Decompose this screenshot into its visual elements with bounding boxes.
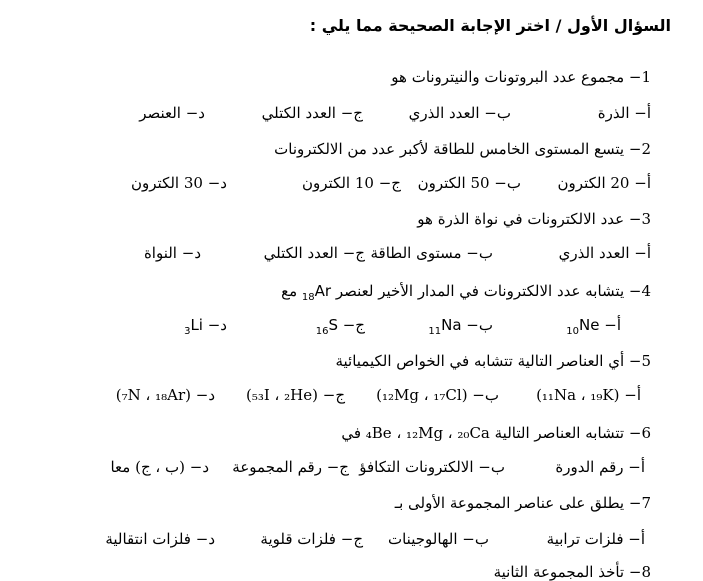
question-1-options (0, 104, 703, 128)
question-2-options (0, 174, 703, 198)
question-4 (281, 282, 651, 303)
option-c (316, 316, 365, 337)
option-prefix: ب− (461, 316, 493, 334)
question-7-options (0, 530, 703, 554)
atomic-number: 18 (301, 292, 315, 303)
option-d: د− (ب ، ج) معا (110, 458, 209, 476)
element-symbol (428, 316, 462, 337)
element-label: Ne (579, 316, 600, 334)
element-label: Ar (314, 282, 332, 300)
option-b: ب− 50 الكترون (417, 174, 521, 192)
question-6: 6− تتشابه العناصر التالية ₄Be ، ₁₂Mg ، ₂₀Ca في (341, 424, 651, 442)
question-4-tail: مع (281, 282, 302, 300)
option-d (184, 316, 227, 337)
element-label: Na (441, 316, 462, 334)
option-c: ج− العدد الكتلي (263, 244, 365, 262)
question-8-partial: 8− تأخذ المجموعة الثانية (493, 563, 651, 581)
question-7: 7− يطلق على عناصر المجموعة الأولى بـ (394, 494, 651, 512)
question-6-options (0, 458, 703, 482)
element-label: Li (190, 316, 203, 334)
option-b: ب− مستوى الطاقة (370, 244, 493, 262)
option-c: ج− رقم المجموعة (232, 458, 349, 476)
option-a: أ− العدد الذري (558, 244, 651, 262)
question-1: 1− مجموع عدد البروتونات والنيترونات هو (391, 68, 651, 86)
element-symbol (566, 316, 600, 337)
option-prefix: د− (202, 316, 227, 334)
question-3-options (0, 244, 703, 268)
option-prefix: أ− (599, 316, 621, 334)
option-b: ب− العدد الذري (408, 104, 511, 122)
question-2: 2− يتسع المستوى الخامس للطاقة لأكبر عدد من الالكترونات (274, 140, 651, 158)
element-label: S (328, 316, 338, 334)
option-b (428, 316, 493, 337)
option-d: د− فلزات انتقالية (105, 530, 215, 548)
option-d: د− النواة (143, 244, 201, 262)
option-c: ج− (₅₃I ، ₂He) (245, 386, 345, 404)
option-c: ج− 10 الكترون (302, 174, 401, 192)
option-d: د− 30 الكترون (131, 174, 227, 192)
section-title: السؤال الأول / اختر الإجابة الصحيحة مما يلي : (309, 16, 671, 35)
question-3: 3− عدد الالكترونات في نواة الذرة هو (417, 210, 651, 228)
option-b: ب− (₁₂Mg ، ₁₇Cl) (376, 386, 499, 404)
option-a: أ− فلزات ترابية (546, 530, 645, 548)
element-symbol (184, 316, 203, 337)
option-a: أ− رقم الدورة (555, 458, 645, 476)
option-a: أ− 20 الكترون (557, 174, 651, 192)
option-b: ب− الالكترونات التكافؤ (359, 458, 505, 476)
option-c: ج− العدد الكتلي (261, 104, 363, 122)
option-prefix: ج− (337, 316, 365, 334)
question-4-text: 4− يتشابه عدد الالكترونات في المدار الأخير لعنصر (331, 282, 651, 300)
option-a: أ− (₁₁Na ، ₁₉K) (536, 386, 641, 404)
element-symbol (315, 316, 338, 337)
option-d: د− (₇N ، ₁₈Ar) (115, 386, 215, 404)
option-a: أ− الذرة (597, 104, 651, 122)
option-b: ب− الهالوجينات (387, 530, 489, 548)
question-4-options (0, 316, 703, 340)
option-a (566, 316, 621, 337)
question-5: 5− أي العناصر التالية تتشابه في الخواص الكيميائية (335, 352, 651, 370)
atomic-number: 16 (315, 326, 329, 337)
option-d: د− العنصر (139, 104, 205, 122)
element-symbol (301, 282, 332, 303)
atomic-number: 10 (566, 326, 580, 337)
atomic-number: 11 (428, 326, 442, 337)
question-5-options (0, 386, 703, 410)
option-c: ج− فلزات قلوية (260, 530, 363, 548)
atomic-number: 3 (184, 326, 191, 337)
